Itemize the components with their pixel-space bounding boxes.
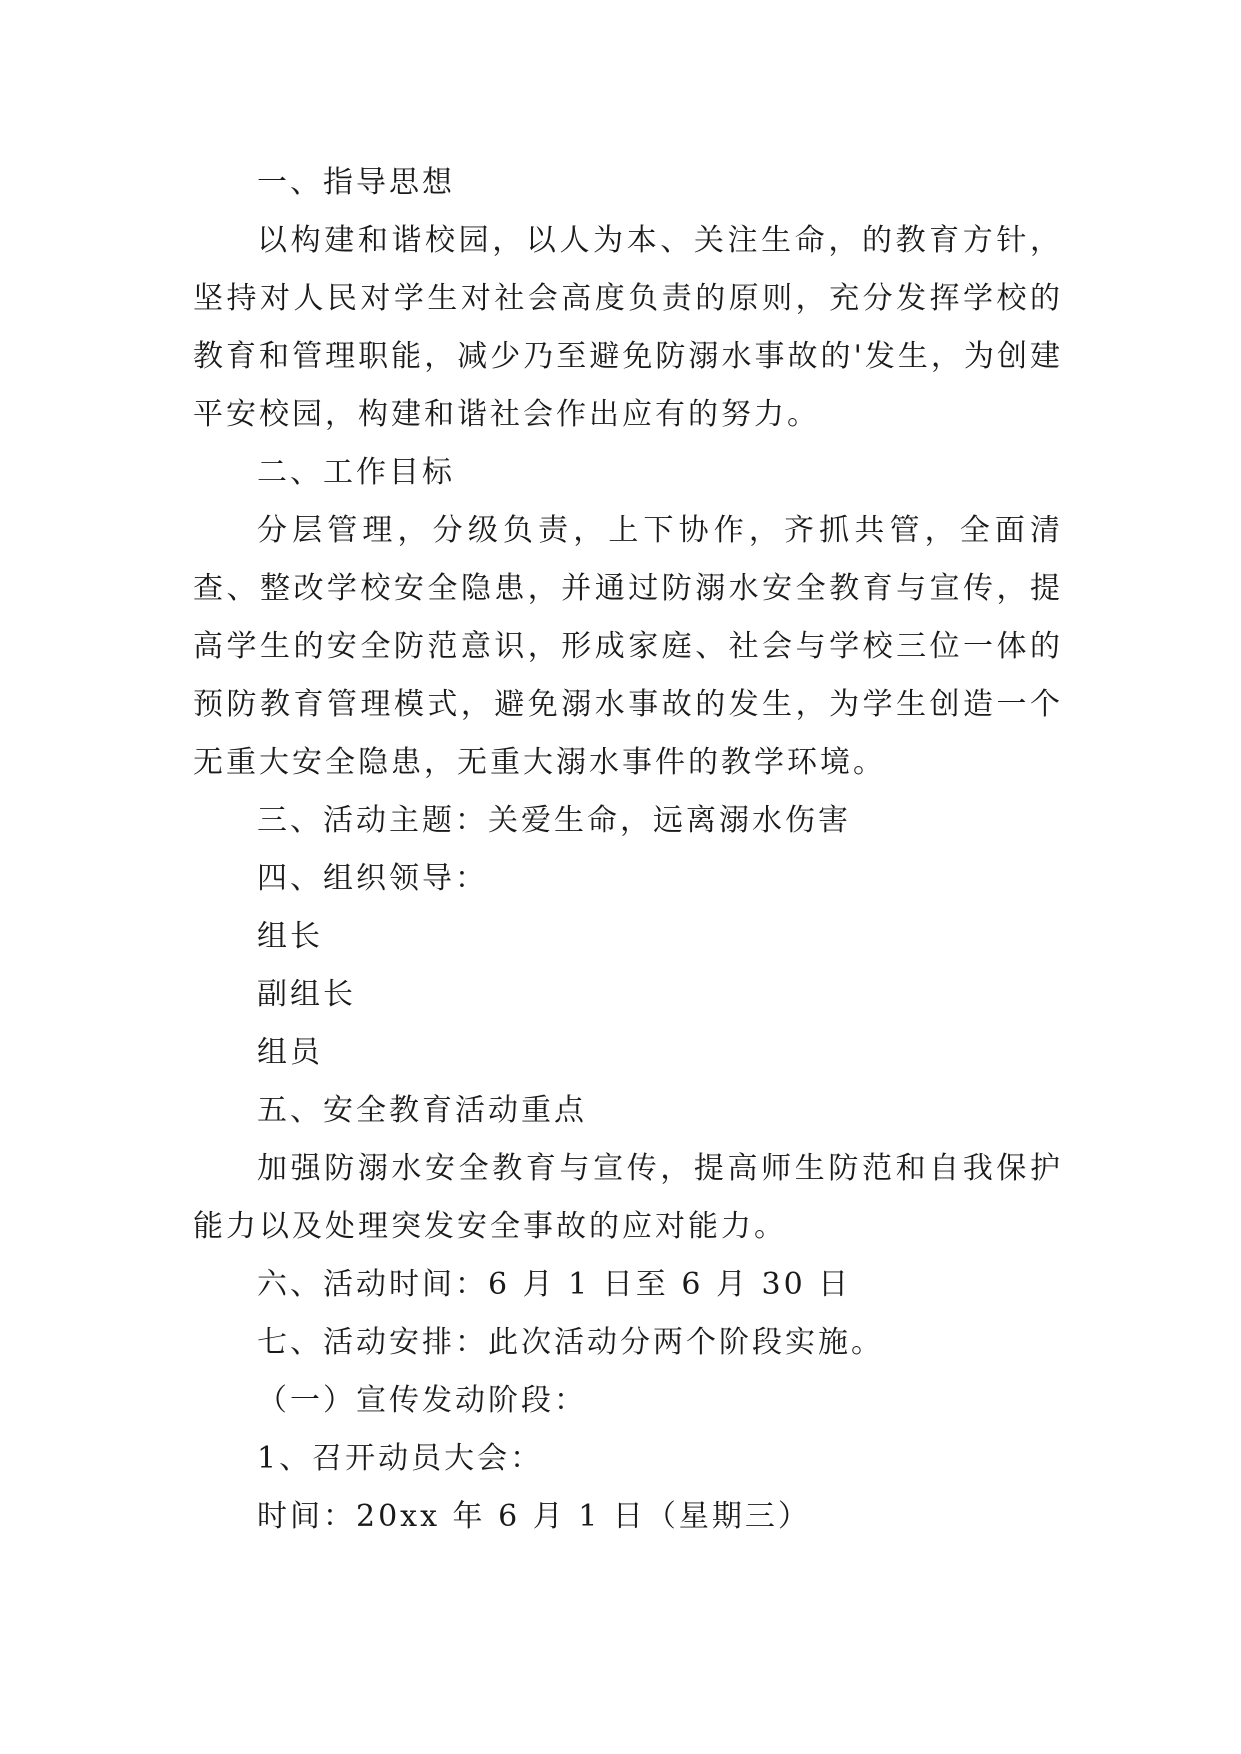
paragraph-guiding-ideology: 以构建和谐校园，以人为本、关注生命，的教育方针，坚持对人民对学生对社会高度负责的原则，充分发挥学校的教育和管理职能，减少乃至避免防溺水事故的'发生，为创建平安校园，构建和谐社会作出应有的努力。 bbox=[193, 223, 1063, 432]
subsection-heading-publicity-stage: （一）宣传发动阶段： bbox=[257, 1383, 587, 1418]
role-member: 组员 bbox=[257, 1035, 323, 1070]
item-meeting-time: 时间：20xx 年 6 月 1 日（星期三） bbox=[257, 1499, 811, 1534]
section-heading-organization: 四、组织领导： bbox=[257, 861, 488, 896]
section-heading-activity-arrangement: 七、活动安排：此次活动分两个阶段实施。 bbox=[257, 1325, 884, 1360]
section-heading-work-goals: 二、工作目标 bbox=[257, 455, 455, 490]
role-leader: 组长 bbox=[257, 919, 323, 954]
paragraph-work-goals: 分层管理，分级负责，上下协作，齐抓共管，全面清查、整改学校安全隐患，并通过防溺水安全教育与宣传，提高学生的安全防范意识，形成家庭、社会与学校三位一体的预防教育管理模式，避免溺水事故的发生，为学生创造一个无重大安全隐患，无重大溺水事件的教学环境。 bbox=[193, 513, 1063, 780]
paragraph-key-points: 加强防溺水安全教育与宣传，提高师生防范和自我保护能力以及处理突发安全事故的应对能力。 bbox=[193, 1151, 1063, 1244]
section-heading-guiding-ideology: 一、指导思想 bbox=[257, 165, 455, 200]
section-heading-key-points: 五、安全教育活动重点 bbox=[257, 1093, 587, 1128]
item-mobilization-meeting: 1、召开动员大会： bbox=[257, 1441, 544, 1476]
section-heading-activity-time: 六、活动时间：6 月 1 日至 6 月 30 日 bbox=[257, 1267, 852, 1302]
role-deputy-leader: 副组长 bbox=[257, 977, 356, 1012]
document-body bbox=[193, 154, 1063, 1546]
section-heading-activity-theme: 三、活动主题：关爱生命，远离溺水伤害 bbox=[257, 803, 851, 838]
